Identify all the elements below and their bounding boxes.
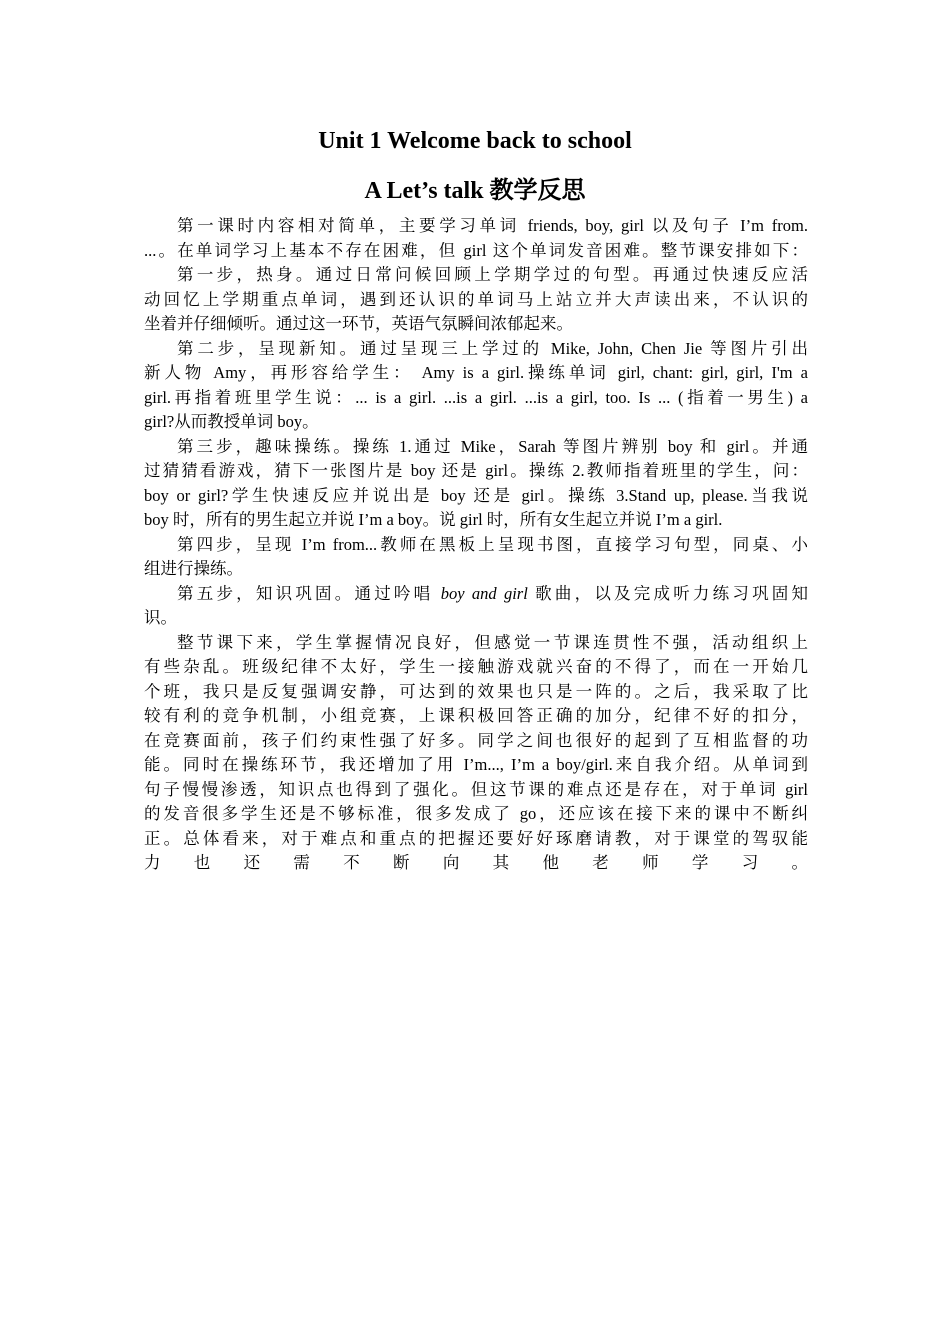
paragraph-step-1 — [144, 263, 808, 337]
paragraph-line: 在竞赛面前，孩子们约束性强了好多。同学之间也很好的起到了互相监督的功 — [144, 730, 808, 750]
paragraph-intro — [144, 214, 808, 263]
paragraph-summary — [144, 631, 808, 876]
paragraph-line: 第四步，呈现 I’m from...教师在黑板上呈现书图，直接学习句型，同桌、小 — [177, 534, 808, 554]
paragraph-line: 有些杂乱。班级纪律不太好，学生一接触游戏就兴奋的不得了，而在一开始几 — [144, 657, 808, 676]
song-title: boy and girl — [440, 583, 528, 603]
paragraph-line: 力 也 还 需 不 断 向 其 他 老 师 学 习 。 — [144, 853, 808, 872]
paragraph-line: 较有利的竞争机制，小组竞赛，上课积极回答正确的加分，纪律不好的扣分， — [144, 706, 808, 725]
paragraph-line: girl?从而教授单词 boy。 — [144, 412, 319, 431]
paragraph-line: 第一步，热身。通过日常问候回顾上学期学过的句型。再通过快速反应活 — [177, 265, 808, 284]
paragraph-line: 识。 — [144, 608, 177, 627]
document-body — [144, 214, 808, 876]
paragraph-line: 正。总体看来，对于难点和重点的把握还要好好琢磨请教，对于课堂的驾驭能 — [144, 828, 808, 848]
paragraph-line: 能。同时在操练环节，我还增加了用 I’m..., I’m a boy/girl.来自我介绍。从单词到 — [144, 755, 808, 774]
document-subtitle: A Let’s talk 教学反思 — [364, 178, 586, 204]
paragraph-line: 动回忆上学期重点单词，遇到还认识的单词马上站立并大声读出来，不认识的 — [144, 289, 808, 309]
paragraph-line: 第二步，呈现新知。通过呈现三上学过的 Mike, John, Chen Jie 等图片引出 — [177, 338, 808, 358]
paragraph-line — [144, 582, 808, 607]
paragraph-line: boy 时，所有的男生起立并说 I’m a boy。说 girl 时，所有女生起立并说 I’m a girl. — [144, 510, 723, 529]
paragraph-step-3 — [144, 435, 808, 533]
paragraph-line: girl.再指着班里学生说：... is a girl. ...is a girl. ...is a girl, too. Is ... (指着一男生) a — [144, 387, 808, 407]
paragraph-line: 句子慢慢渗透，知识点也得到了强化。但这节课的难点还是存在，对于单词 girl — [144, 779, 808, 799]
paragraph-line: 整节课下来，学生掌握情况良好，但感觉一节课连贯性不强，活动组织上 — [177, 632, 808, 652]
paragraph-step-2 — [144, 337, 808, 435]
paragraph-line: 第三步，趣味操练。操练 1.通过 Mike，Sarah 等图片辨别 boy 和 girl。并通 — [177, 436, 808, 456]
paragraph-line: 第一课时内容相对简单，主要学习单词 friends, boy, girl 以及句子 I’m from. — [177, 216, 808, 235]
paragraph-line: 组进行操练。 — [144, 559, 243, 578]
paragraph-step-4 — [144, 533, 808, 582]
document-title: Unit 1 Welcome back to school — [318, 128, 632, 154]
paragraph-line: 新人物 Amy，再形容给学生： Amy is a girl.操练单词 girl, chant: girl, girl, I'm a — [144, 363, 808, 382]
paragraph-step-5 — [144, 582, 808, 631]
paragraph-line: 过猜猜看游戏，猜下一张图片是 boy 还是 girl。操练 2.教师指着班里的学生，问： — [144, 461, 808, 480]
paragraph-line: 的发音很多学生还是不够标准，很多发成了 go，还应该在接下来的课中不断纠 — [144, 804, 808, 823]
paragraph-line: 坐着并仔细倾听。通过这一环节，英语气氛瞬间浓郁起来。 — [144, 314, 573, 333]
paragraph-line: ...。在单词学习上基本不存在困难，但 girl 这个单词发音困难。整节课安排如下： — [144, 240, 808, 260]
paragraph-text: 第五步，知识巩固。通过吟唱 — [177, 583, 441, 603]
paragraph-line: 个班，我只是反复强调安静，可达到的效果也只是一阵的。之后，我采取了比 — [144, 681, 808, 701]
paragraph-text: 歌曲，以及完成听力练习巩固知 — [527, 583, 809, 603]
paragraph-line: boy or girl?学生快速反应并说出是 boy 还是 girl。操练 3.Stand up, please.当我说 — [144, 485, 808, 505]
